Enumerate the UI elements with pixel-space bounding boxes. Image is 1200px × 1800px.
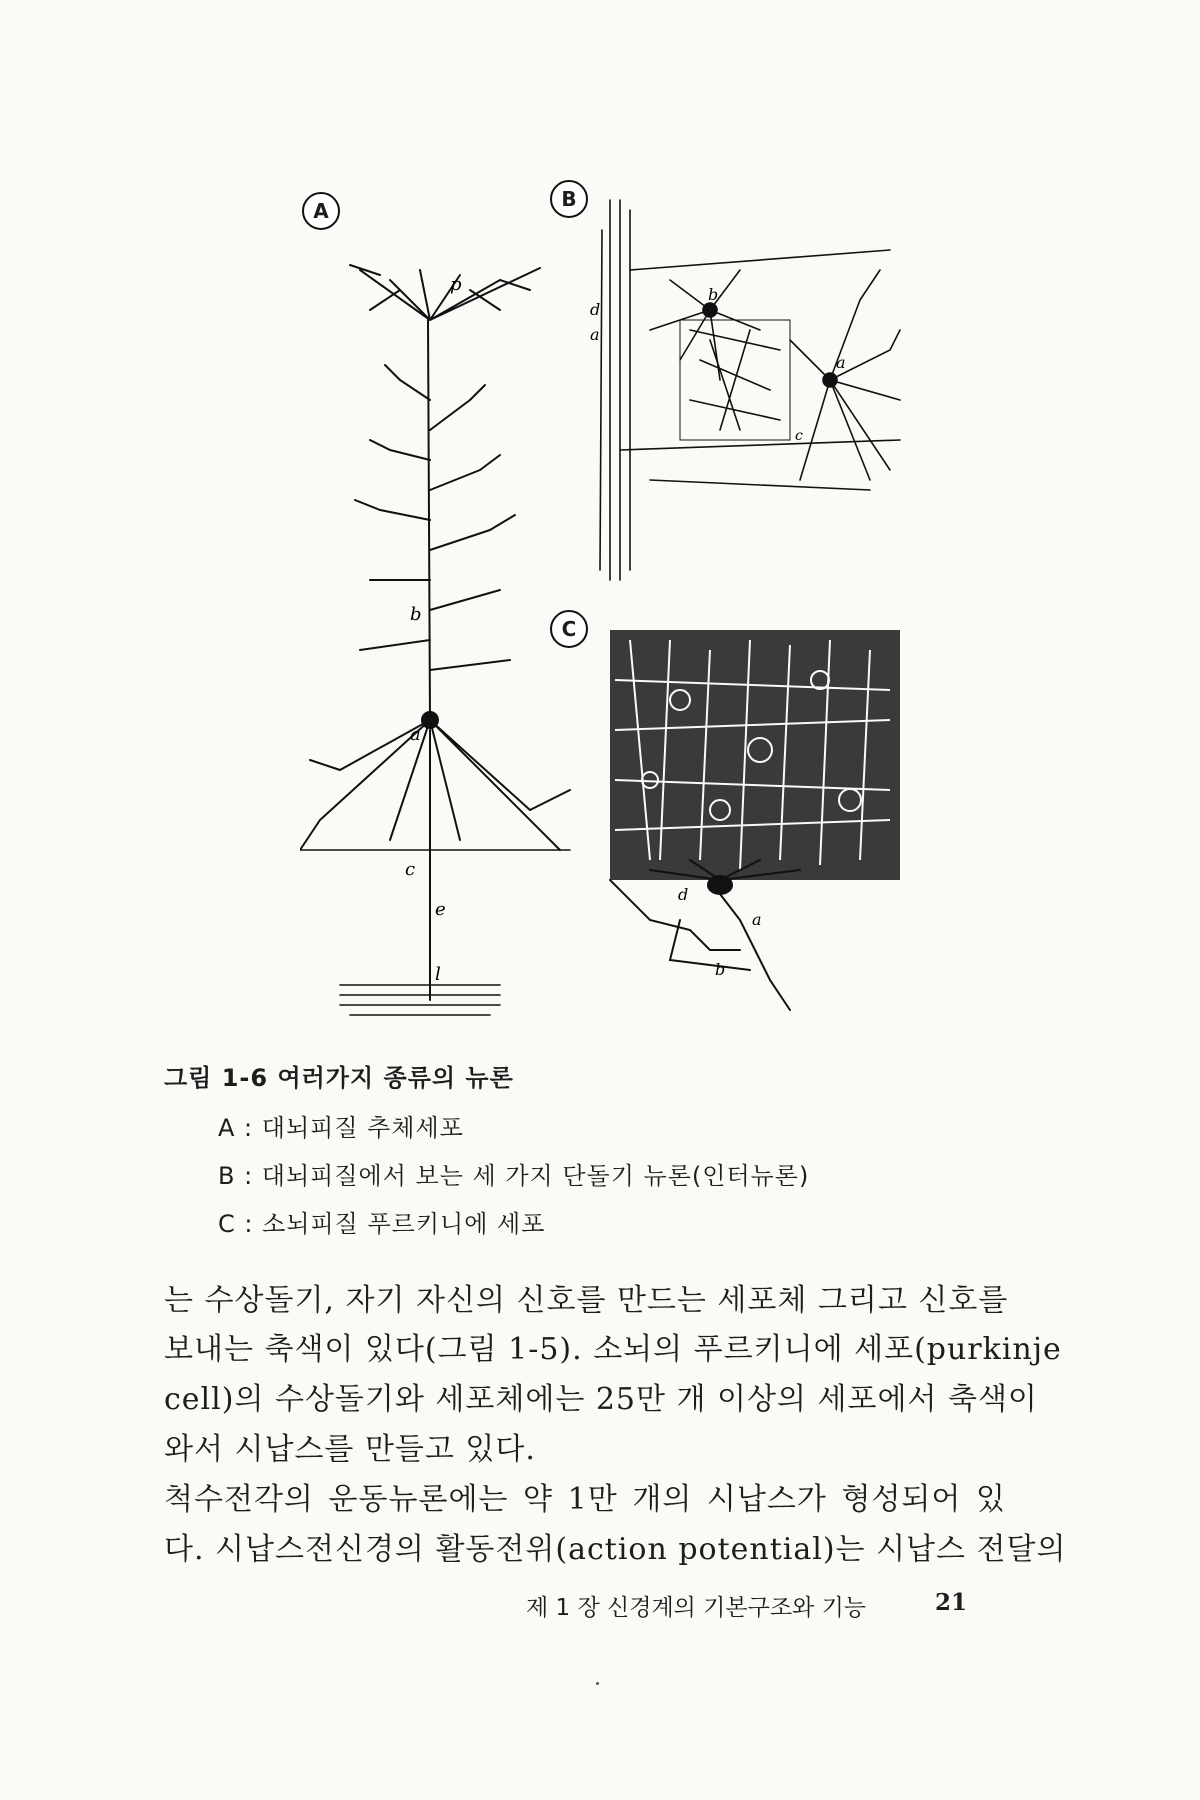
neuron-figure: [300, 180, 920, 1040]
label-e: e: [435, 899, 446, 920]
page-number: 21: [935, 1589, 968, 1616]
running-footer-chapter: 제 1 장 신경계의 기본구조와 기능: [526, 1595, 867, 1621]
panel-a-badge: A: [302, 192, 340, 230]
speck: [596, 1682, 599, 1685]
label-c-d: d: [678, 885, 689, 904]
label-c-b: b: [715, 960, 726, 979]
label-a: a: [410, 724, 421, 745]
label-c-a: a: [752, 910, 762, 929]
interneuron-drawing: [590, 190, 910, 590]
body-line: 와서 시납스를 만들고 있다.: [164, 1432, 536, 1467]
body-line: 척수전각의 운동뉴론에는 약 1만 개의 시납스가 형성되어 있: [164, 1482, 1006, 1517]
caption-line-c: C : 소뇌피질 푸르키니에 세포: [218, 1210, 546, 1238]
caption-line-a: A : 대뇌피질 추체세포: [218, 1114, 464, 1142]
body-line: 보내는 축색이 있다(그림 1-5). 소뇌의 푸르키니에 세포(purkinje: [164, 1332, 1062, 1367]
panel-b-badge: B: [550, 180, 588, 218]
label-b: b: [410, 604, 422, 625]
purkinje-cell-drawing: [590, 620, 910, 1020]
label-b-a2: a: [836, 353, 846, 372]
label-l: l: [435, 964, 441, 985]
label-b-c: c: [795, 428, 803, 444]
label-p: p: [450, 274, 462, 295]
caption-line-b: B : 대뇌피질에서 보는 세 가지 단돌기 뉴론(인터뉴론): [218, 1162, 810, 1190]
label-b-a: a: [590, 325, 600, 344]
pyramidal-cell-drawing: [300, 250, 580, 1030]
body-line: 다. 시납스전신경의 활동전위(action potential)는 시납스 전달의: [164, 1532, 1067, 1567]
figure-caption-title: 그림 1-6 여러가지 종류의 뉴론: [164, 1064, 514, 1092]
panel-c-badge: C: [550, 610, 588, 648]
label-b-b: b: [708, 285, 719, 304]
body-line: 는 수상돌기, 자기 자신의 신호를 만드는 세포체 그리고 신호를: [164, 1283, 1009, 1318]
body-line: cell)의 수상돌기와 세포체에는 25만 개 이상의 세포에서 축색이: [164, 1382, 1038, 1417]
label-c: c: [405, 859, 416, 880]
label-b-d: d: [590, 300, 601, 319]
